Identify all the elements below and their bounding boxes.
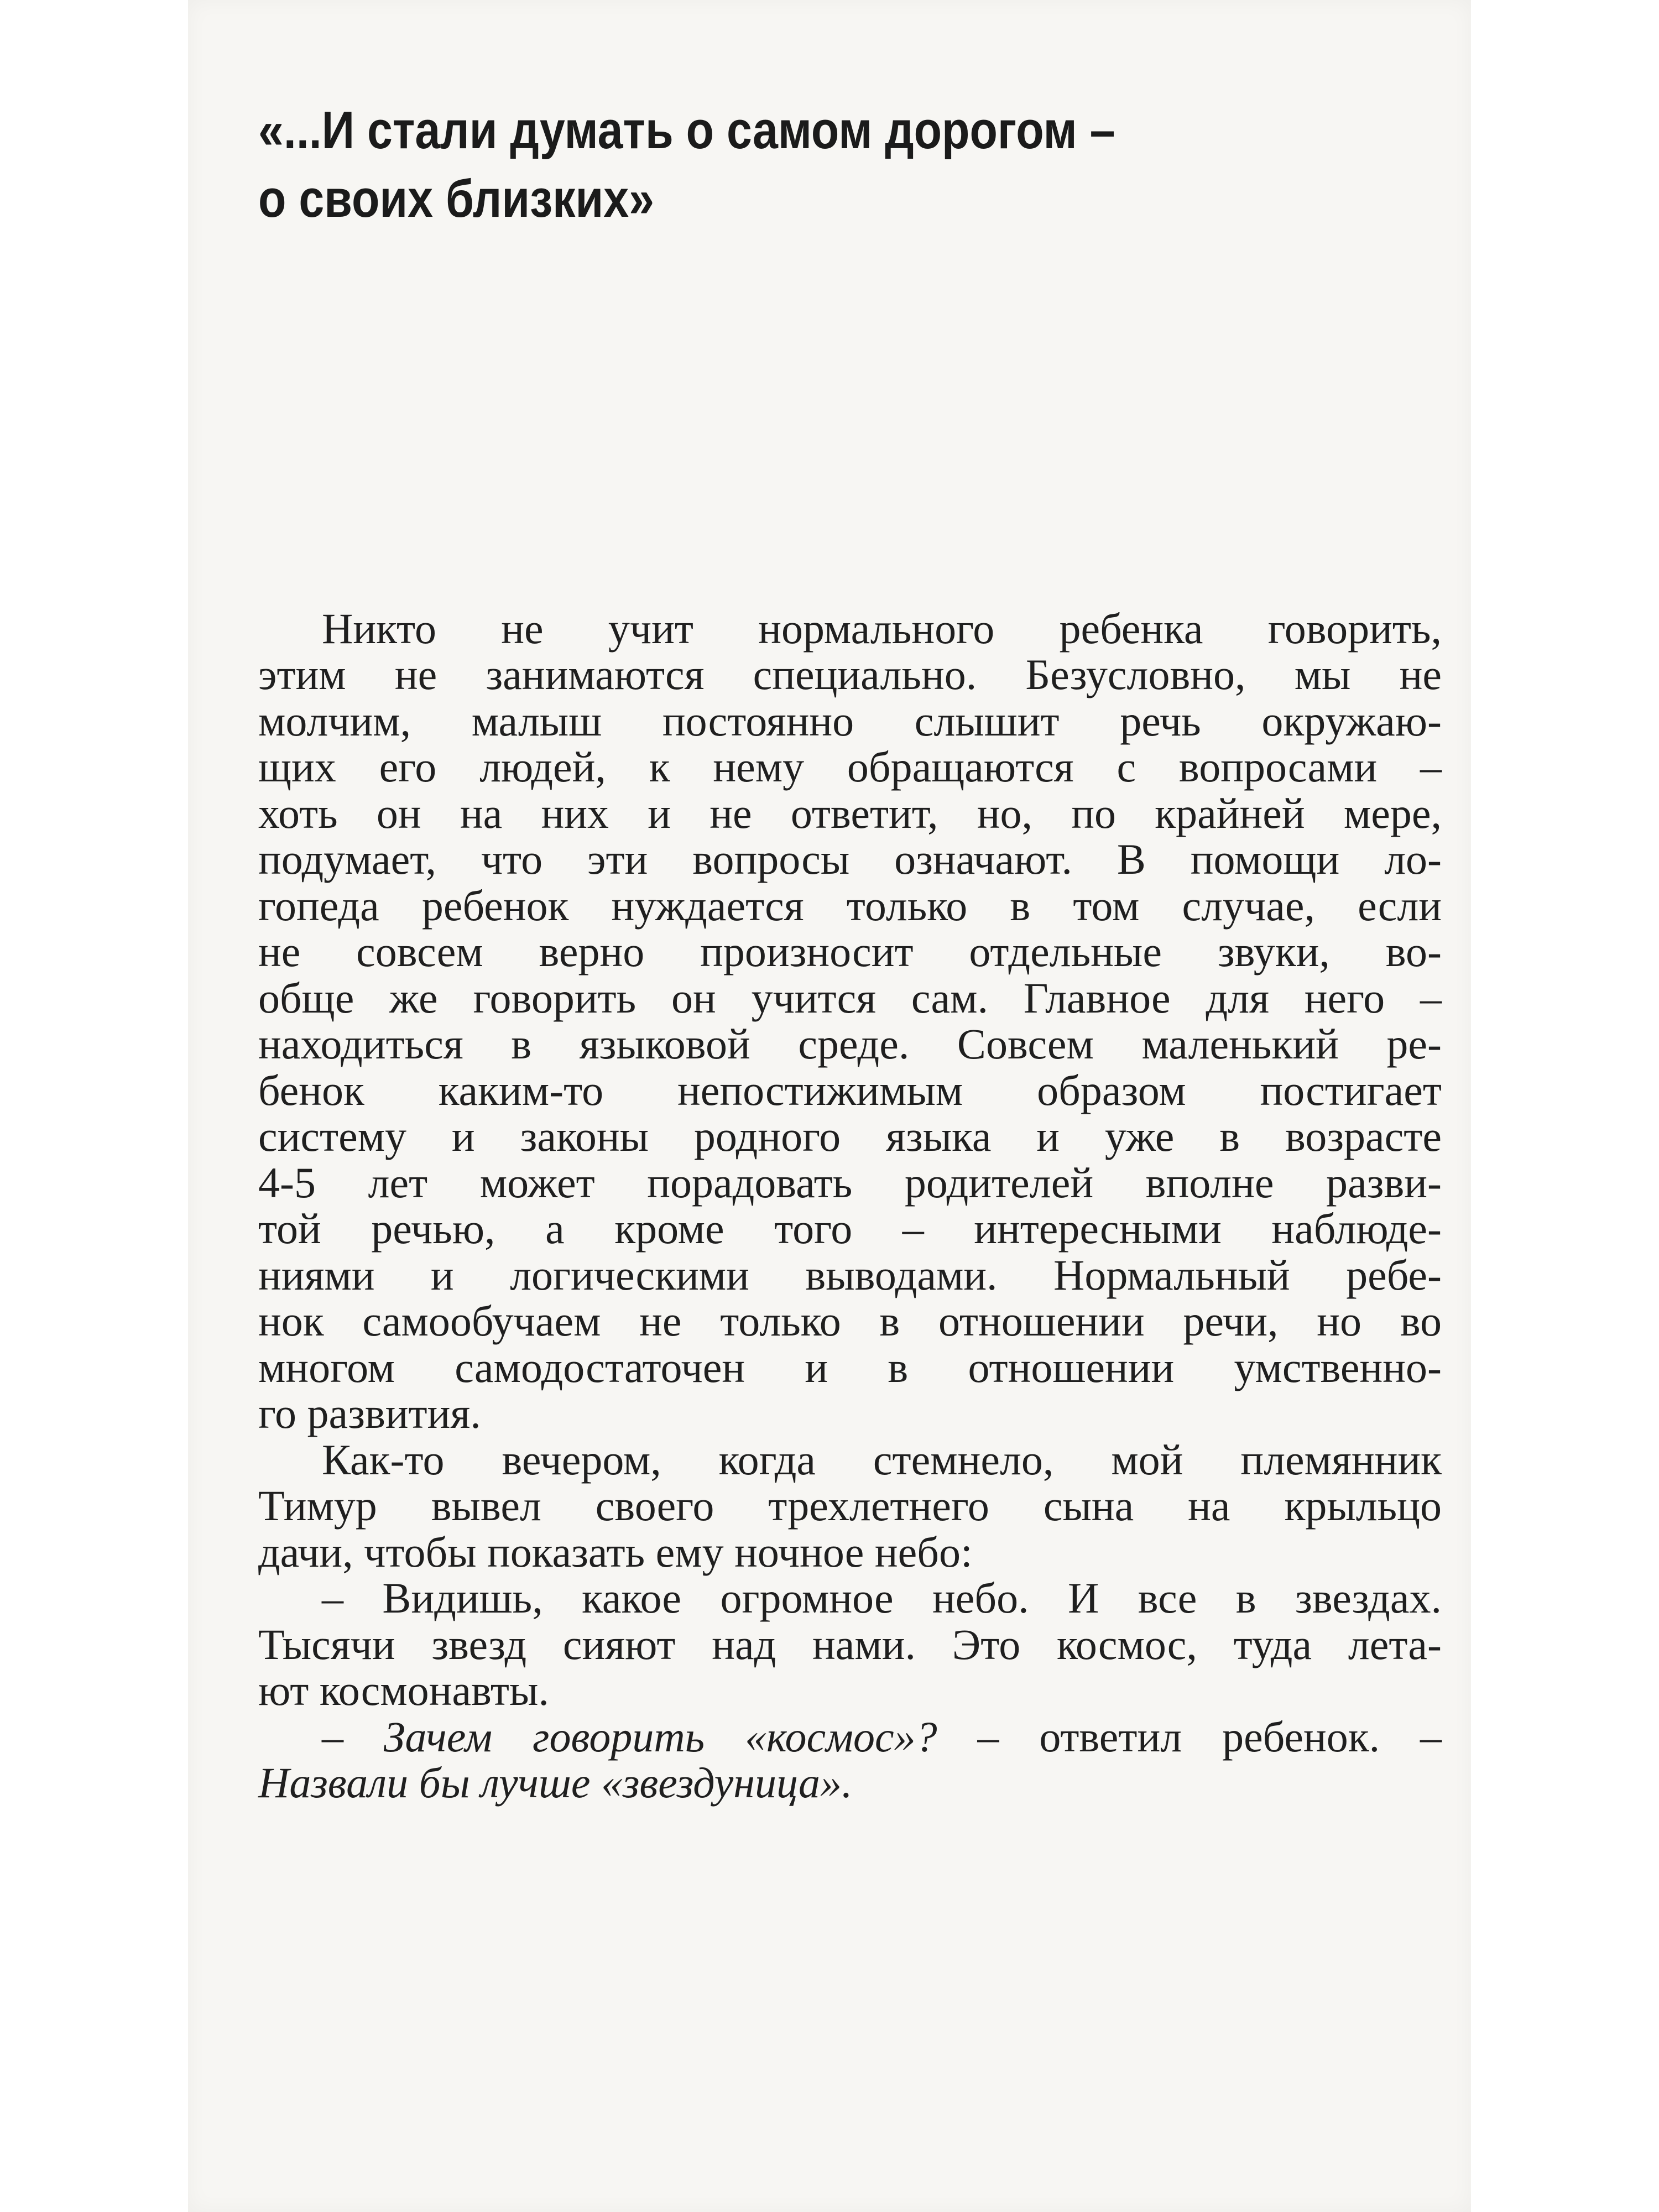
text-line: Как-то вечером, когда стемнело, мой племянник (322, 1436, 1442, 1484)
text-line: не совсем верно произносит отдельные звуки, во- (258, 927, 1442, 975)
text-line: подумает, что эти вопросы означают. В помощи ло- (258, 835, 1442, 883)
dash: – (322, 1713, 384, 1761)
text-line: го развития. (258, 1389, 481, 1437)
text-line: Никто не учит нормального ребенка говорить, (322, 604, 1442, 653)
text-line: той речью, а кроме того – интересными наблюде- (258, 1204, 1442, 1253)
final-quote-line-1 (258, 1714, 1442, 1760)
quote-italic: Зачем говорить «космос»? (383, 1713, 937, 1761)
text-line: Тысячи звезд сияют над нами. Это космос, туда лета- (258, 1620, 1442, 1668)
text-line: находиться в языковой среде. Совсем маленький ре- (258, 1020, 1442, 1068)
text-line: бенок каким-то непостижимым образом постигает (258, 1066, 1442, 1114)
text-line: молчим, малыш постоянно слышит речь окружаю- (258, 697, 1442, 745)
text-line: систему и законы родного языка и уже в возрасте (258, 1112, 1442, 1160)
text-line: дачи, чтобы показать ему ночное небо: (258, 1528, 973, 1576)
text-line: многом самодостаточен и в отношении умственно- (258, 1343, 1442, 1391)
text-line: этим не занимаются специально. Безусловно, мы не (258, 650, 1442, 698)
text-line: гопеда ребенок нуждается только в том случае, если (258, 881, 1442, 930)
text-line: – Видишь, какое огромное небо. И все в звездах. (322, 1574, 1442, 1622)
final-quote-line-2: Назвали бы лучше «звездуница». (258, 1759, 853, 1807)
text-line: 4-5 лет может порадовать родителей вполне разви- (258, 1159, 1442, 1207)
text-line: Тимур вывел своего трехлетнего сына на крыльцо (258, 1481, 1442, 1530)
text-line: нок самообучаем не только в отношении речи, но во (258, 1297, 1442, 1345)
text-line: хоть он на них и не ответит, но, по крайней мере, (258, 789, 1442, 837)
chapter-heading-line-1: «...И стали думать о самом дорогом – (258, 101, 1115, 160)
chapter-heading-line-2: о своих близких» (258, 169, 655, 228)
quote-attribution: – ответил ребенок. – (937, 1713, 1442, 1761)
text-line: ниями и логическими выводами. Нормальный ребе- (258, 1251, 1442, 1299)
text-line: ют космонавты. (258, 1666, 549, 1714)
text-line: обще же говорить он учится сам. Главное для него – (258, 974, 1442, 1022)
text-line: щих его людей, к нему обращаются с вопросами – (258, 743, 1442, 791)
